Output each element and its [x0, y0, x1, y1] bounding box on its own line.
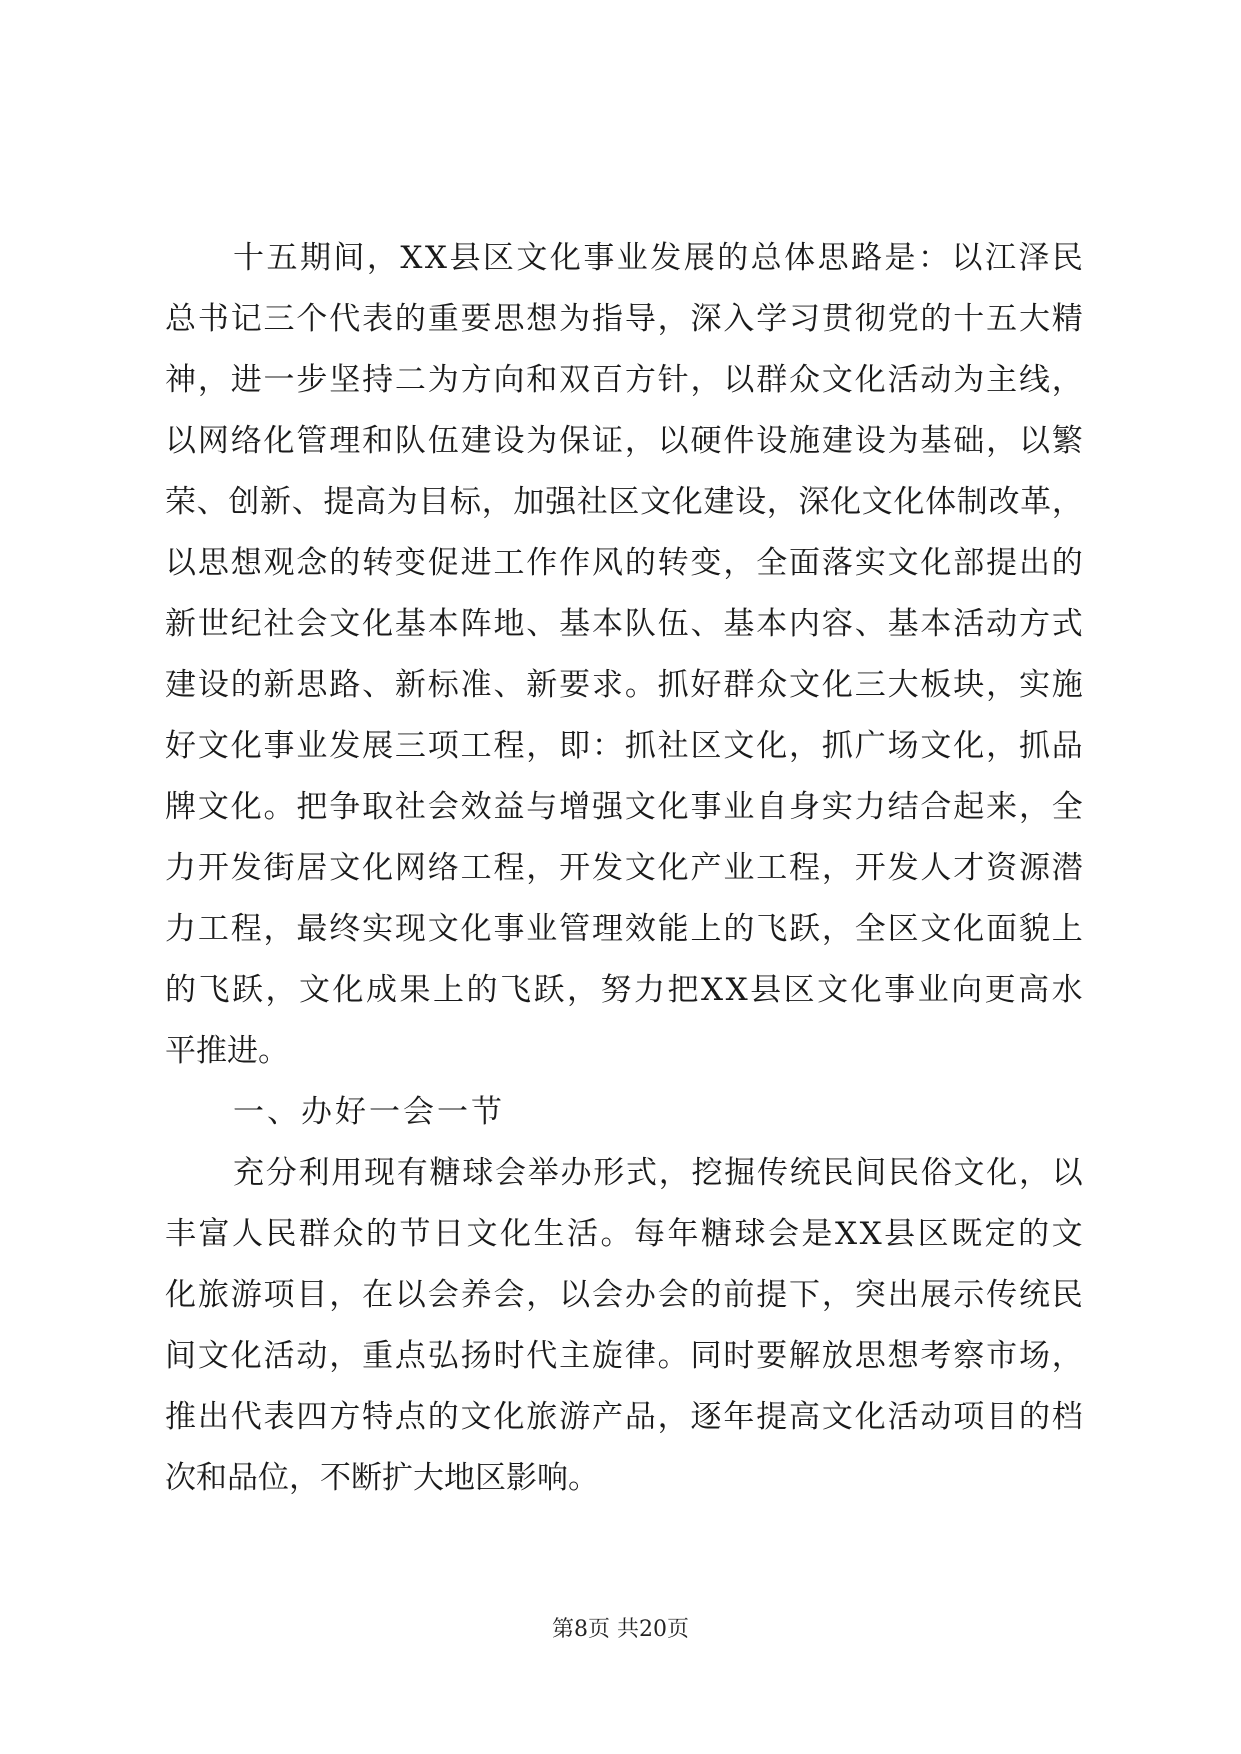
text-line: 神 ， 进 一 步 坚 持 二 为 方 向 和 双 百 方 针 ， 以 群 众 文 化 活 动 为 主 线 ， — [165, 362, 1083, 398]
text-line: 的 飞 跃 ， 文 化 成 果 上 的 飞 跃 ， 努 力 把 X X 县 区 文 化 事 业 向 更 高 水 — [165, 972, 1083, 1008]
text-line: 好 文 化 事 业 发 展 三 项 工 程 ， 即 ： 抓 社 区 文 化 ， 抓 广 场 文 化 ， 抓 品 — [165, 728, 1083, 764]
text-line: 丰 富 人 民 群 众 的 节 日 文 化 生 活 。 每 年 糖 球 会 是 X X 县 区 既 定 的 文 — [165, 1216, 1083, 1252]
text-line: 总 书 记 三 个 代 表 的 重 要 思 想 为 指 导 ， 深 入 学 习 贯 彻 党 的 十 五 大 精 — [165, 301, 1083, 337]
text-line: 充 分 利 用 现 有 糖 球 会 举 办 形 式 ， 挖 掘 传 统 民 间 民 俗 文 化 ， 以 — [233, 1155, 1083, 1191]
text-line: 以 网 络 化 管 理 和 队 伍 建 设 为 保 证 ， 以 硬 件 设 施 建 设 为 基 础 ， 以 繁 — [165, 423, 1083, 459]
text-line: 以 思 想 观 念 的 转 变 促 进 工 作 作 风 的 转 变 ， 全 面 落 实 文 化 部 提 出 的 — [165, 545, 1083, 581]
text-line: 次和品位，不断扩大地区影响。 — [165, 1460, 599, 1496]
body-text — [165, 228, 1083, 1509]
text-line: 力 工 程 ， 最 终 实 现 文 化 事 业 管 理 效 能 上 的 飞 跃 ， 全 区 文 化 面 貌 上 — [165, 911, 1083, 947]
text-line: 力 开 发 街 居 文 化 网 络 工 程 ， 开 发 文 化 产 业 工 程 ， 开 发 人 才 资 源 潜 — [165, 850, 1083, 886]
text-line: 推 出 代 表 四 方 特 点 的 文 化 旅 游 产 品 ， 逐 年 提 高 文 化 活 动 项 目 的 档 — [165, 1399, 1083, 1435]
text-line: 建 设 的 新 思 路 、 新 标 准 、 新 要 求 。 抓 好 群 众 文 化 三 大 板 块 ， 实 施 — [165, 667, 1083, 703]
text-line: 十 五 期 间 ， X X 县 区 文 化 事 业 发 展 的 总 体 思 路 是 ： 以 江 泽 民 — [233, 240, 1083, 276]
text-line: 平推进。 — [165, 1033, 289, 1069]
text-line: 新 世 纪 社 会 文 化 基 本 阵 地 、 基 本 队 伍 、 基 本 内 容 、 基 本 活 动 方 式 — [165, 606, 1083, 642]
text-line: 荣 、 创 新 、 提 高 为 目 标 ， 加 强 社 区 文 化 建 设 ， 深 化 文 化 体 制 改 革 ， — [165, 484, 1083, 520]
section-heading: 一 、 办 好 一 会 一 节 — [233, 1094, 505, 1130]
text-line: 化 旅 游 项 目 ， 在 以 会 养 会 ， 以 会 办 会 的 前 提 下 ， 突 出 展 示 传 统 民 — [165, 1277, 1083, 1313]
text-line: 间 文 化 活 动 ， 重 点 弘 扬 时 代 主 旋 律 。 同 时 要 解 放 思 想 考 察 市 场 ， — [165, 1338, 1083, 1374]
page-footer: 第8页 共20页 — [552, 1617, 689, 1642]
text-line: 牌 文 化 。 把 争 取 社 会 效 益 与 增 强 文 化 事 业 自 身 实 力 结 合 起 来 ， 全 — [165, 789, 1083, 825]
